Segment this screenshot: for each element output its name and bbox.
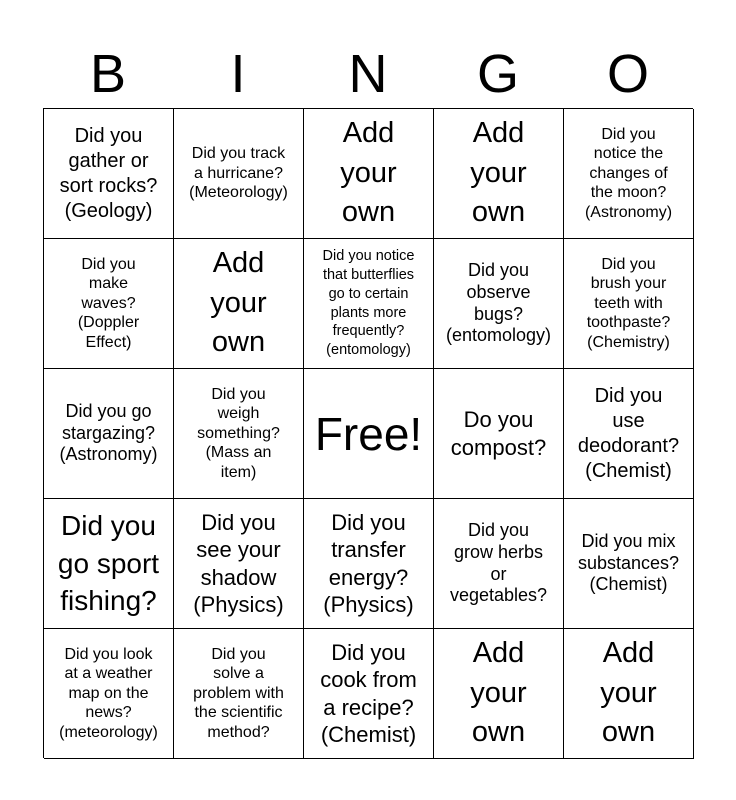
cell-text: Free! xyxy=(314,407,423,460)
cell-text: Add your own xyxy=(340,117,397,229)
header-letter-b: B xyxy=(89,44,127,104)
bingo-cell[interactable] xyxy=(174,239,304,369)
bingo-cell[interactable] xyxy=(44,239,174,369)
bingo-cell[interactable] xyxy=(564,109,694,239)
header-letter-i: I xyxy=(230,44,246,104)
cell-text: Did you track a hurricane? (Meteorology) xyxy=(189,145,288,202)
bingo-cell[interactable] xyxy=(564,239,694,369)
cell-text: Did you gather or sort rocks? (Geology) xyxy=(59,124,158,222)
cell-text: Did you observe bugs? (entomology) xyxy=(445,259,552,346)
bingo-cell[interactable] xyxy=(174,629,304,759)
bingo-cell[interactable] xyxy=(564,369,694,499)
bingo-header xyxy=(43,40,693,108)
bingo-cell[interactable] xyxy=(434,239,564,369)
bingo-cell[interactable] xyxy=(44,499,174,629)
cell-text: Did you look at a weather map on the news? (meteorology) xyxy=(59,645,158,741)
cell-text: Did you go sport fishing? xyxy=(57,509,160,617)
cell-text: Did you transfer energy? (Physics) xyxy=(323,509,414,617)
cell-text: Add your own xyxy=(210,247,267,359)
cell-text: Did you cook from a recipe? (Chemist) xyxy=(320,639,417,747)
bingo-cell[interactable] xyxy=(304,629,434,759)
bingo-cell[interactable] xyxy=(44,629,174,759)
cell-text: Did you solve a problem with the scientific method? xyxy=(193,645,284,741)
cell-text: Do you compost? xyxy=(450,407,547,460)
bingo-cell[interactable] xyxy=(434,109,564,239)
cell-text: Did you notice that butterflies go to certain plants more frequently? (entomology) xyxy=(322,247,415,359)
cell-text: Add your own xyxy=(470,637,527,749)
bingo-cell[interactable] xyxy=(174,499,304,629)
free-space-cell[interactable] xyxy=(304,369,434,499)
cell-text: Did you brush your teeth with toothpaste? (Chemistry) xyxy=(586,255,671,351)
cell-text: Add your own xyxy=(600,637,657,749)
header-letter-n: N xyxy=(348,44,388,104)
header-letter-o: O xyxy=(606,44,649,104)
bingo-cell[interactable] xyxy=(44,109,174,239)
header-letter-g: G xyxy=(476,44,519,104)
cell-text: Did you use deodorant? (Chemist) xyxy=(577,384,680,482)
cell-text: Did you mix substances? (Chemist) xyxy=(577,530,680,595)
bingo-cell[interactable] xyxy=(304,239,434,369)
cell-text: Did you make waves? (Doppler Effect) xyxy=(77,255,140,351)
cell-text: Did you notice the changes of the moon? (Astronomy) xyxy=(584,125,673,221)
bingo-cell[interactable] xyxy=(434,369,564,499)
bingo-cell[interactable] xyxy=(564,629,694,759)
cell-text: Did you go stargazing? (Astronomy) xyxy=(59,400,158,465)
bingo-cell[interactable] xyxy=(564,499,694,629)
bingo-cell[interactable] xyxy=(304,499,434,629)
cell-text: Did you grow herbs or vegetables? xyxy=(449,519,548,606)
bingo-board xyxy=(43,108,693,758)
bingo-cell[interactable] xyxy=(174,109,304,239)
bingo-cell[interactable] xyxy=(44,369,174,499)
cell-text: Did you weigh something? (Mass an item) xyxy=(197,385,280,481)
bingo-cell[interactable] xyxy=(434,499,564,629)
cell-text: Did you see your shadow (Physics) xyxy=(193,509,284,617)
bingo-cell[interactable] xyxy=(304,109,434,239)
cell-text: Add your own xyxy=(470,117,527,229)
bingo-cell[interactable] xyxy=(174,369,304,499)
bingo-cell[interactable] xyxy=(434,629,564,759)
